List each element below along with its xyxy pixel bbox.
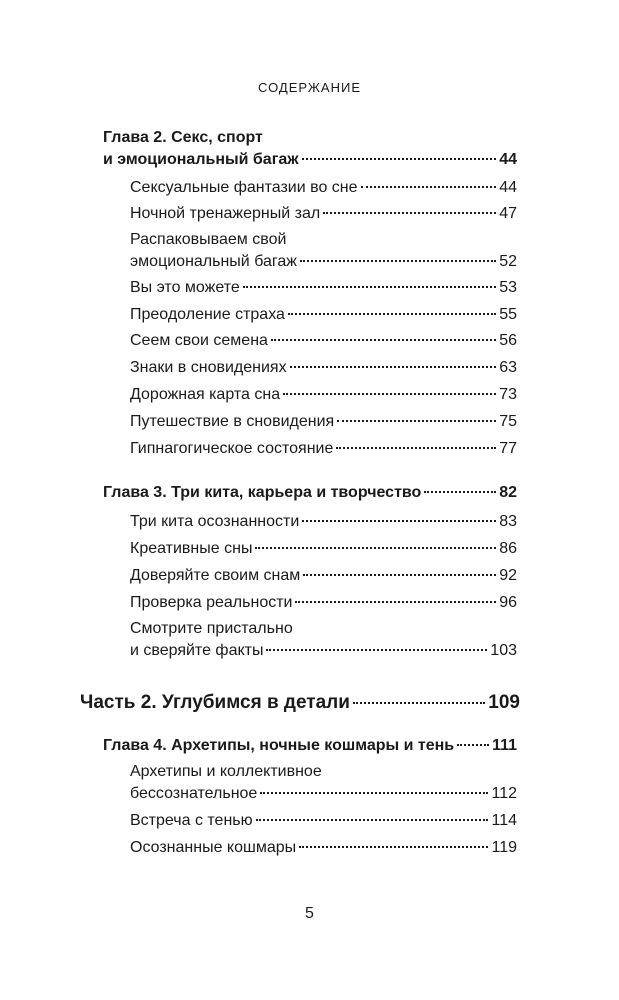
toc-section xyxy=(130,411,517,433)
toc-entry-title: Встреча с тенью xyxy=(130,812,253,829)
toc-section xyxy=(130,231,517,273)
toc-entry-title-line1: Смотрите пристально xyxy=(130,620,293,637)
running-header: СОДЕРЖАНИЕ xyxy=(257,80,361,95)
toc-entry-page: 82 xyxy=(499,484,517,501)
toc-entry-page: 86 xyxy=(499,540,517,557)
dot-leader xyxy=(260,792,488,794)
dot-leader xyxy=(361,186,497,188)
dot-leader xyxy=(266,649,487,651)
dot-leader xyxy=(271,339,496,341)
dot-leader xyxy=(302,520,496,522)
toc-section xyxy=(130,357,517,379)
toc-entry-title: Глава 4. Архетипы, ночные кошмары и тень xyxy=(103,737,455,754)
toc-entry-page: 77 xyxy=(499,440,517,457)
toc-section xyxy=(130,277,517,299)
toc-section xyxy=(130,304,517,326)
dot-leader xyxy=(424,491,496,493)
page-number: 5 xyxy=(305,905,314,922)
toc-section xyxy=(130,837,517,859)
dot-leader xyxy=(283,393,496,395)
dot-leader xyxy=(457,744,489,746)
dot-leader xyxy=(288,313,496,315)
dot-leader xyxy=(256,819,489,821)
toc-section xyxy=(130,810,517,832)
toc-entry-page: 56 xyxy=(499,332,517,349)
dot-leader xyxy=(299,846,488,848)
toc-entry-title: и сверяйте факты xyxy=(130,642,264,659)
toc-entry-page: 114 xyxy=(491,812,517,829)
toc-chapter xyxy=(103,129,517,171)
toc-section xyxy=(130,511,517,533)
toc-entry-page: 75 xyxy=(499,413,517,430)
toc-entry-page: 112 xyxy=(491,785,517,802)
toc-section xyxy=(130,203,517,225)
toc-entry-title: Вы это можете xyxy=(130,279,240,296)
toc-section xyxy=(130,384,517,406)
dot-leader xyxy=(295,601,496,603)
toc-entry-title-line1: Распаковываем свой xyxy=(130,231,287,248)
toc-entry-title: Путешествие в сновидения xyxy=(130,413,335,430)
toc-entry-title: Гипнагогическое состояние xyxy=(130,440,334,457)
toc-chapter xyxy=(103,735,517,757)
toc-entry-title: Сеем свои семена xyxy=(130,332,268,349)
toc-section xyxy=(130,592,517,614)
toc-entry-page: 83 xyxy=(499,513,517,530)
toc-entry-page: 119 xyxy=(491,839,517,856)
toc-section xyxy=(130,620,517,662)
dot-leader xyxy=(323,212,496,214)
toc-entry-page: 52 xyxy=(499,253,517,270)
toc-entry-page: 44 xyxy=(499,151,517,168)
dot-leader xyxy=(243,286,496,288)
toc-section xyxy=(130,330,517,352)
toc-entry-page: 55 xyxy=(499,306,517,323)
toc-section xyxy=(130,438,517,460)
toc-entry-title-line1: Глава 2. Секс, спорт xyxy=(103,129,263,146)
dot-leader xyxy=(300,260,496,262)
dot-leader xyxy=(337,420,496,422)
dot-leader xyxy=(302,158,497,160)
dot-leader xyxy=(353,702,485,704)
dot-leader xyxy=(290,366,497,368)
toc-entry-title: Креативные сны xyxy=(130,540,253,557)
toc-entry-title: Осознанные кошмары xyxy=(130,839,297,856)
toc-entry-title: Сексуальные фантазии во сне xyxy=(130,179,358,196)
toc-chapter xyxy=(103,482,517,504)
toc-section xyxy=(130,177,517,199)
toc-entry-page: 53 xyxy=(499,279,517,296)
dot-leader xyxy=(303,574,496,576)
toc-entry-page: 47 xyxy=(499,205,517,222)
toc-entry-page: 73 xyxy=(499,386,517,403)
toc-section xyxy=(130,565,517,587)
toc-entry-title: Три кита осознанности xyxy=(130,513,300,530)
toc-entry-title: Часть 2. Углубимся в детали xyxy=(80,692,350,713)
toc-entry-title: Преодоление страха xyxy=(130,306,285,323)
toc-entry-page: 44 xyxy=(499,179,517,196)
toc-entry-page: 111 xyxy=(492,737,517,754)
toc-entry-page: 63 xyxy=(499,359,517,376)
toc-entry-page: 109 xyxy=(488,692,520,713)
toc-section xyxy=(130,538,517,560)
toc-entry-page: 96 xyxy=(499,594,517,611)
dot-leader xyxy=(255,547,496,549)
toc-entry-title: и эмоциональный багаж xyxy=(103,151,299,168)
toc-entry-title: Дорожная карта сна xyxy=(130,386,281,403)
toc-entry-title: Ночной тренажерный зал xyxy=(130,205,321,222)
toc-entry-page: 103 xyxy=(490,642,517,659)
toc-entry-title-line1: Архетипы и коллективное xyxy=(130,763,322,780)
toc-entry-title: бессознательное xyxy=(130,785,258,802)
toc-part xyxy=(80,691,520,715)
toc-section xyxy=(130,763,517,805)
toc-entry-title: эмоциональный багаж xyxy=(130,253,297,270)
dot-leader xyxy=(336,447,496,449)
toc-entry-title: Проверка реальности xyxy=(130,594,293,611)
toc-entry-title: Глава 3. Три кита, карьера и творчество xyxy=(103,484,422,501)
toc-entry-title: Доверяйте своим снам xyxy=(130,567,301,584)
toc-entry-page: 92 xyxy=(499,567,517,584)
toc-entry-title: Знаки в сновидениях xyxy=(130,359,287,376)
